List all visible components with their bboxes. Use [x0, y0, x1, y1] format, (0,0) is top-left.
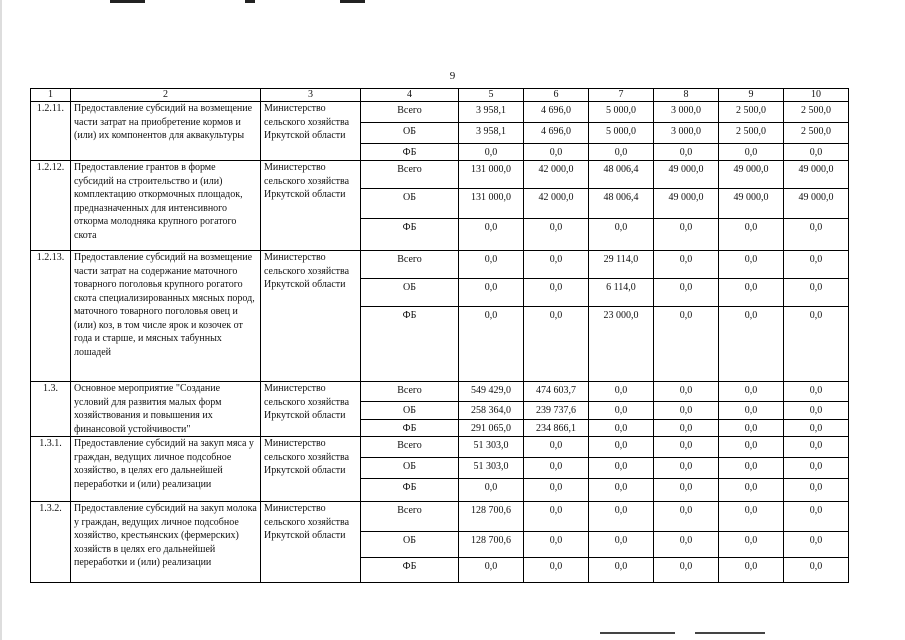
amount-cell: 3 958,1 [459, 123, 524, 144]
amount-cell: 0,0 [524, 502, 589, 532]
executor: Министерство сельского хозяйства Иркутской области [261, 502, 361, 583]
amount-cell: 0,0 [654, 479, 719, 502]
amount-cell: 234 866,1 [524, 419, 589, 436]
amount-cell: 2 500,0 [784, 123, 849, 144]
amount-cell: 549 429,0 [459, 382, 524, 402]
measure-description: Предоставление грантов в форме субсидий на строительство и (или) комплектацию откормочных площадок, предназначенных для интенсивного откорма молодняка крупного рогатого скота [71, 161, 261, 251]
amount-cell: 0,0 [459, 479, 524, 502]
amount-cell: 3 000,0 [654, 123, 719, 144]
column-header: 8 [654, 89, 719, 102]
table-row [31, 251, 849, 279]
funding-source: ОБ [361, 189, 459, 219]
amount-cell: 51 303,0 [459, 437, 524, 458]
funding-source: ФБ [361, 219, 459, 251]
amount-cell: 0,0 [524, 219, 589, 251]
amount-cell: 0,0 [459, 307, 524, 382]
amount-cell: 0,0 [589, 402, 654, 419]
amount-cell: 49 000,0 [654, 161, 719, 189]
amount-cell: 291 065,0 [459, 419, 524, 436]
scan-artifact-bottom [695, 632, 765, 634]
amount-cell: 0,0 [589, 502, 654, 532]
amount-cell: 29 114,0 [589, 251, 654, 279]
amount-cell: 6 114,0 [589, 279, 654, 307]
amount-cell: 42 000,0 [524, 161, 589, 189]
column-header: 6 [524, 89, 589, 102]
funding-source: ОБ [361, 402, 459, 419]
amount-cell: 0,0 [459, 558, 524, 583]
scan-artifact-top [110, 0, 145, 3]
executor: Министерство сельского хозяйства Иркутской области [261, 102, 361, 161]
funding-source: Всего [361, 437, 459, 458]
amount-cell: 0,0 [589, 219, 654, 251]
amount-cell: 0,0 [654, 382, 719, 402]
funding-source: Всего [361, 161, 459, 189]
amount-cell: 0,0 [589, 382, 654, 402]
amount-cell: 131 000,0 [459, 161, 524, 189]
amount-cell: 0,0 [654, 307, 719, 382]
scan-artifact-bottom [600, 632, 675, 634]
amount-cell: 128 700,6 [459, 502, 524, 532]
amount-cell: 3 000,0 [654, 102, 719, 123]
table-row [31, 382, 849, 402]
amount-cell: 4 696,0 [524, 123, 589, 144]
funding-source: ОБ [361, 458, 459, 479]
amount-cell: 0,0 [784, 307, 849, 382]
funding-source: Всего [361, 382, 459, 402]
amount-cell: 0,0 [654, 502, 719, 532]
amount-cell: 0,0 [459, 219, 524, 251]
scan-edge [0, 0, 2, 640]
amount-cell: 0,0 [719, 279, 784, 307]
amount-cell: 0,0 [719, 144, 784, 161]
amount-cell: 0,0 [719, 402, 784, 419]
amount-cell: 0,0 [524, 279, 589, 307]
column-header: 4 [361, 89, 459, 102]
amount-cell: 0,0 [784, 479, 849, 502]
funding-source: ФБ [361, 144, 459, 161]
column-header: 1 [31, 89, 71, 102]
amount-cell: 2 500,0 [719, 102, 784, 123]
item-number: 1.2.13. [31, 251, 71, 382]
amount-cell: 239 737,6 [524, 402, 589, 419]
amount-cell: 0,0 [459, 251, 524, 279]
item-number: 1.3.2. [31, 502, 71, 583]
amount-cell: 49 000,0 [784, 189, 849, 219]
amount-cell: 0,0 [459, 144, 524, 161]
amount-cell: 0,0 [719, 502, 784, 532]
amount-cell: 0,0 [784, 419, 849, 436]
amount-cell: 0,0 [654, 279, 719, 307]
table-row [31, 161, 849, 189]
amount-cell: 48 006,4 [589, 189, 654, 219]
executor: Министерство сельского хозяйства Иркутской области [261, 251, 361, 382]
amount-cell: 0,0 [654, 219, 719, 251]
amount-cell: 0,0 [784, 402, 849, 419]
measure-description: Предоставление субсидий на возмещение части затрат на содержание маточного товарного поголовья крупного рогатого скота специализированных мясных пород, маточного товарного поголовья овец и (или) коз, в том числе ярок и козочек от года и старше, и мясных табунных лошадей [71, 251, 261, 382]
funding-source: ФБ [361, 479, 459, 502]
table-row [31, 502, 849, 532]
column-header: 2 [71, 89, 261, 102]
funding-source: ОБ [361, 532, 459, 558]
amount-cell: 0,0 [784, 532, 849, 558]
amount-cell: 5 000,0 [589, 123, 654, 144]
amount-cell: 5 000,0 [589, 102, 654, 123]
measure-description: Предоставление субсидий на возмещение части затрат на приобретение кормов и (или) их компонентов для аквакультуры [71, 102, 261, 161]
amount-cell: 0,0 [719, 532, 784, 558]
amount-cell: 0,0 [719, 251, 784, 279]
funding-source: ФБ [361, 307, 459, 382]
amount-cell: 0,0 [719, 558, 784, 583]
amount-cell: 2 500,0 [784, 102, 849, 123]
amount-cell: 0,0 [589, 144, 654, 161]
amount-cell: 128 700,6 [459, 532, 524, 558]
amount-cell: 0,0 [654, 558, 719, 583]
funding-source: ФБ [361, 558, 459, 583]
amount-cell: 42 000,0 [524, 189, 589, 219]
amount-cell: 0,0 [784, 251, 849, 279]
amount-cell: 0,0 [784, 458, 849, 479]
amount-cell: 0,0 [589, 419, 654, 436]
amount-cell: 0,0 [784, 219, 849, 251]
amount-cell: 23 000,0 [589, 307, 654, 382]
amount-cell: 0,0 [589, 558, 654, 583]
measure-description: Основное мероприятие "Создание условий для развития малых форм хозяйствования и повышения их финансовой устойчивости" [71, 382, 261, 437]
amount-cell: 131 000,0 [459, 189, 524, 219]
amount-cell: 0,0 [524, 251, 589, 279]
amount-cell: 49 000,0 [654, 189, 719, 219]
amount-cell: 49 000,0 [784, 161, 849, 189]
table-header-row [31, 89, 849, 102]
amount-cell: 3 958,1 [459, 102, 524, 123]
amount-cell: 0,0 [719, 307, 784, 382]
funding-source: ОБ [361, 279, 459, 307]
amount-cell: 0,0 [654, 144, 719, 161]
item-number: 1.3. [31, 382, 71, 437]
budget-table [30, 88, 849, 583]
funding-source: ОБ [361, 123, 459, 144]
amount-cell: 0,0 [459, 279, 524, 307]
amount-cell: 49 000,0 [719, 161, 784, 189]
amount-cell: 2 500,0 [719, 123, 784, 144]
item-number: 1.3.1. [31, 437, 71, 502]
amount-cell: 0,0 [524, 437, 589, 458]
item-number: 1.2.11. [31, 102, 71, 161]
executor: Министерство сельского хозяйства Иркутской области [261, 161, 361, 251]
amount-cell: 0,0 [589, 437, 654, 458]
amount-cell: 0,0 [719, 479, 784, 502]
amount-cell: 0,0 [654, 419, 719, 436]
amount-cell: 0,0 [719, 419, 784, 436]
column-header: 9 [719, 89, 784, 102]
scan-artifact-top [340, 0, 365, 3]
amount-cell: 0,0 [654, 532, 719, 558]
funding-source: Всего [361, 102, 459, 123]
amount-cell: 0,0 [719, 382, 784, 402]
amount-cell: 258 364,0 [459, 402, 524, 419]
amount-cell: 0,0 [784, 437, 849, 458]
amount-cell: 0,0 [524, 558, 589, 583]
amount-cell: 0,0 [784, 144, 849, 161]
amount-cell: 49 000,0 [719, 189, 784, 219]
funding-source: Всего [361, 251, 459, 279]
amount-cell: 0,0 [524, 532, 589, 558]
amount-cell: 0,0 [654, 437, 719, 458]
amount-cell: 474 603,7 [524, 382, 589, 402]
measure-description: Предоставление субсидий на закуп мяса у граждан, ведущих личное подсобное хозяйство, в целях его дальнейшей переработки и (или) реализации [71, 437, 261, 502]
executor: Министерство сельского хозяйства Иркутской области [261, 382, 361, 437]
table-row [31, 102, 849, 123]
column-header: 3 [261, 89, 361, 102]
measure-description: Предоставление субсидий на закуп молока у граждан, ведущих личное подсобное хозяйство, крестьянских (фермерских) хозяйств в целях его дальнейшей переработки и (или) реализации [71, 502, 261, 583]
amount-cell: 0,0 [654, 458, 719, 479]
amount-cell: 0,0 [719, 437, 784, 458]
amount-cell: 0,0 [524, 479, 589, 502]
column-header: 10 [784, 89, 849, 102]
table-row [31, 437, 849, 458]
amount-cell: 0,0 [589, 458, 654, 479]
amount-cell: 0,0 [784, 502, 849, 532]
column-header: 7 [589, 89, 654, 102]
funding-source: Всего [361, 502, 459, 532]
amount-cell: 0,0 [654, 402, 719, 419]
executor: Министерство сельского хозяйства Иркутской области [261, 437, 361, 502]
amount-cell: 0,0 [719, 219, 784, 251]
amount-cell: 0,0 [654, 251, 719, 279]
column-header: 5 [459, 89, 524, 102]
page-number: 9 [449, 70, 456, 82]
amount-cell: 0,0 [784, 279, 849, 307]
amount-cell: 0,0 [524, 458, 589, 479]
scan-artifact-top [245, 0, 255, 3]
amount-cell: 4 696,0 [524, 102, 589, 123]
amount-cell: 0,0 [784, 558, 849, 583]
funding-source: ФБ [361, 419, 459, 436]
item-number: 1.2.12. [31, 161, 71, 251]
amount-cell: 0,0 [719, 458, 784, 479]
amount-cell: 0,0 [589, 479, 654, 502]
amount-cell: 48 006,4 [589, 161, 654, 189]
amount-cell: 0,0 [589, 532, 654, 558]
amount-cell: 0,0 [784, 382, 849, 402]
amount-cell: 0,0 [524, 144, 589, 161]
amount-cell: 51 303,0 [459, 458, 524, 479]
amount-cell: 0,0 [524, 307, 589, 382]
